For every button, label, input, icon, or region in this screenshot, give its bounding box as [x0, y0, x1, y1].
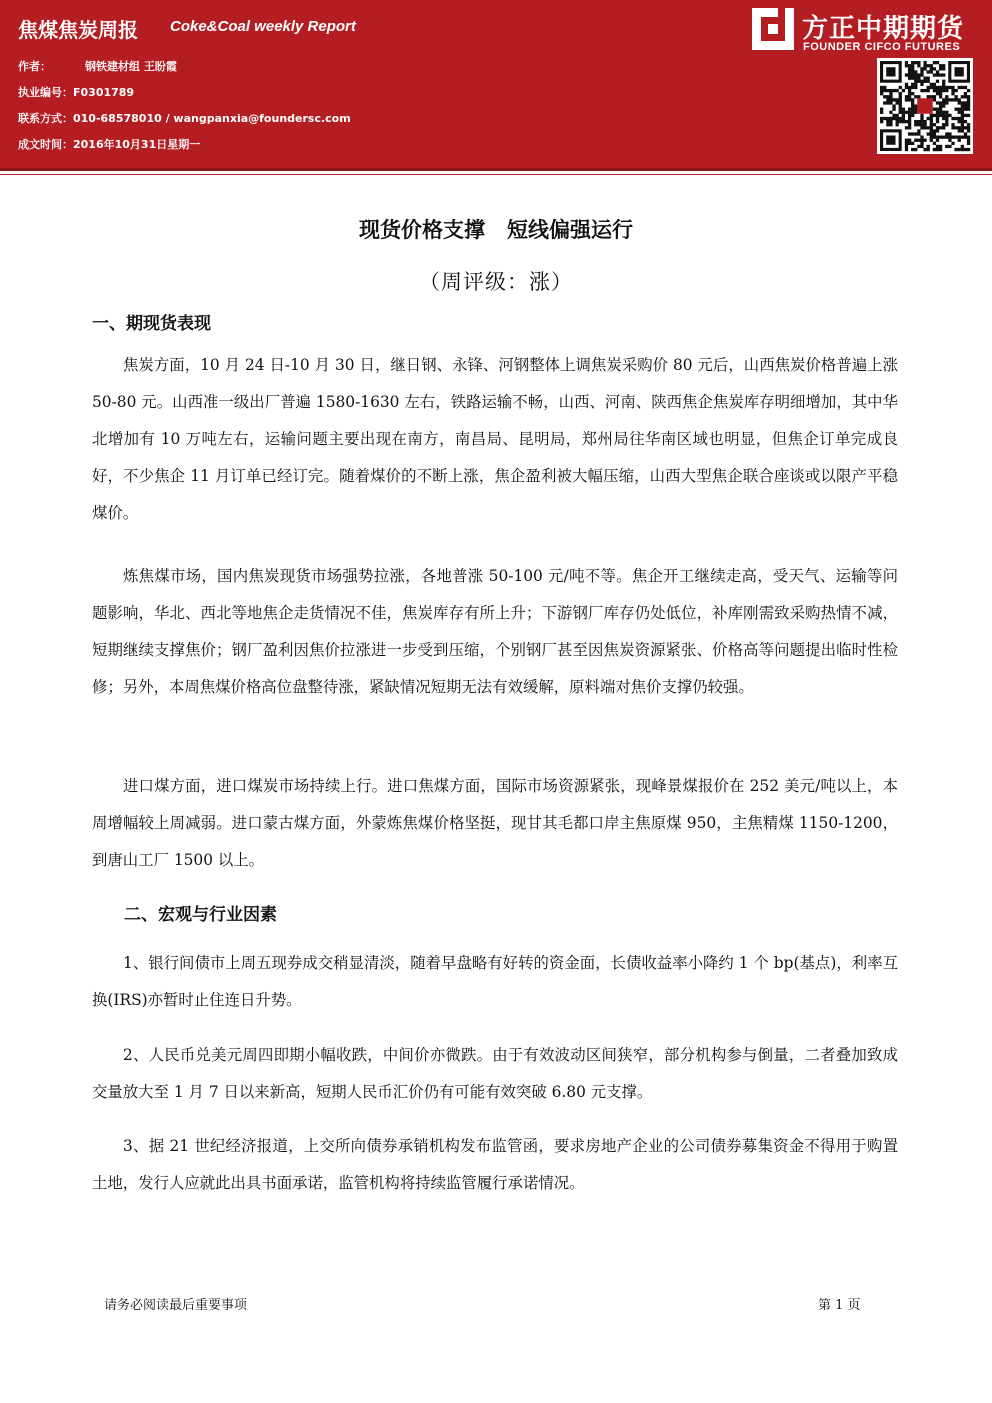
- footer-page-number: 第 1 页: [818, 1298, 861, 1313]
- report-title-cn: 焦煤焦炭周报: [18, 18, 138, 42]
- document-title: 现货价格支撑 短线偏强运行: [359, 218, 633, 242]
- meta-author-label: 作者：: [18, 60, 51, 73]
- meta-date: [18, 136, 200, 152]
- section-heading-spot-futures: 一、期现货表现: [92, 314, 211, 334]
- meta-author: [18, 58, 177, 74]
- paragraph-import-coal: 进口煤方面，进口煤炭市场持续上行。进口焦煤方面，国际市场资源紧张，现峰景煤报价在 252 美元/吨以上，本周增幅较上周减弱。进口蒙古煤方面，外蒙炼焦煤价格坚挺，现甘其毛都口岸主焦原煤 950，主焦精煤 1150-1200，到唐山工厂 1500 以上。: [92, 777, 898, 869]
- qr-code-icon: [877, 58, 973, 154]
- paragraph-coke: 焦炭方面，10 月 24 日-10 月 30 日，继日钢、永锋、河钢整体上调焦炭采购价 80 元后，山西焦炭价格普遍上涨 50-80 元。山西准一级出厂普遍 1580-1630 左右，铁路运输不畅，山西、河南、陕西焦企焦炭库存明细增加，其中华北增加有 10 万吨左右，运输问题主要出现在南方，南昌局、昆明局，郑州局往华南区域也明显，但焦企订单完成良好，不少焦企 11 月订单已经订完。随着煤价的不断上涨，焦企盈利被大幅压缩，山西大型焦企联合座谈或以限产平稳煤价。: [92, 356, 898, 522]
- footer-notice: 请务必阅读最后重要事项: [104, 1298, 248, 1313]
- founder-logo-icon: [752, 8, 794, 50]
- paragraph-macro-3: 3、据 21 世纪经济报道，上交所向债券承销机构发布监管函，要求房地产企业的公司债券募集资金不得用于购置土地，发行人应就此出具书面承诺，监管机构将持续监管履行承诺情况。: [92, 1137, 898, 1192]
- meta-license: [18, 84, 134, 100]
- meta-contact-label: 联系方式：: [18, 112, 73, 125]
- meta-contact-value: 010-68578010 / wangpanxia@foundersc.com: [73, 112, 351, 125]
- report-header-band: [0, 0, 992, 168]
- weekly-rating: （周评级：涨）: [419, 270, 573, 294]
- meta-license-label: 执业编号：: [18, 86, 73, 99]
- meta-license-value: F0301789: [73, 86, 135, 99]
- section-heading-macro: 二、宏观与行业因素: [124, 905, 277, 925]
- paragraph-macro-2: 2、人民币兑美元周四即期小幅收跌，中间价亦微跌。由于有效波动区间狭窄，部分机构参与倒量，二者叠加致成交量放大至 1 月 7 日以来新高，短期人民币汇价仍有可能有效突破 6.80 元支撑。: [92, 1046, 898, 1101]
- paragraph-coking-coal: 炼焦煤市场，国内焦炭现货市场强势拉涨，各地普涨 50-100 元/吨不等。焦企开工继续走高，受天气、运输等问题影响，华北、西北等地焦企走货情况不佳，焦炭库存有所上升；下游钢厂库存仍处低位，补库刚需致采购热情不减，短期继续支撑焦价；钢厂盈利因焦价拉涨进一步受到压缩，个别钢厂甚至因焦炭资源紧张、价格高等问题提出临时性检修；另外，本周焦煤价格高位盘整待涨，紧缺情况短期无法有效缓解，原料端对焦价支撑仍较强。: [92, 567, 898, 696]
- meta-date-value: 2016年10月31日星期一: [73, 138, 201, 151]
- meta-contact: [18, 110, 351, 126]
- logo-text-cn: 方正中期期货: [802, 14, 965, 44]
- header-divider: [0, 168, 992, 171]
- paragraph-macro-1: 1、银行间债市上周五现券成交稍显清淡，随着早盘略有好转的资金面，长债收益率小降约 1 个 bp(基点)，利率互换(IRS)亦暂时止住连日升势。: [92, 954, 898, 1009]
- company-logo: [752, 8, 982, 56]
- meta-author-value: 钢铁建材组 王盼霞: [85, 60, 177, 73]
- logo-text-en: FOUNDER CIFCO FUTURES: [803, 41, 961, 53]
- meta-date-label: 成文时间：: [18, 138, 73, 151]
- header-divider-thin: [0, 174, 992, 175]
- report-title-en: Coke&Coal weekly Report: [170, 18, 356, 35]
